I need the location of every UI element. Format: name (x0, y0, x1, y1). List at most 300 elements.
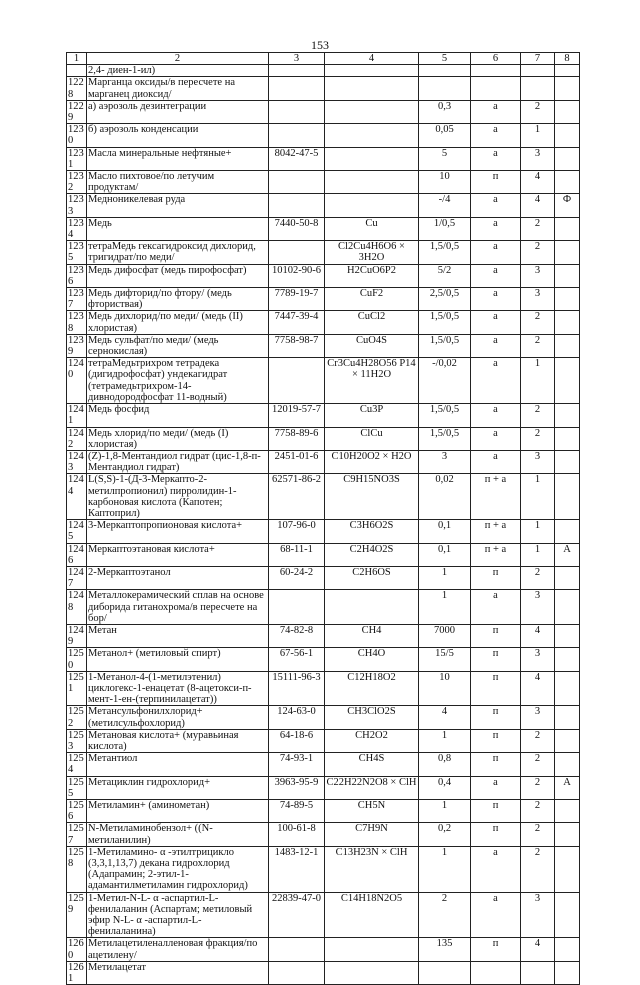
substance-name: Медь (87, 217, 269, 240)
cas-number: 8042-47-5 (269, 147, 325, 170)
row-number: 1242 (67, 427, 87, 450)
cas-number: 67-56-1 (269, 648, 325, 671)
row-number: 1254 (67, 753, 87, 776)
cas-number: 60-24-2 (269, 566, 325, 589)
formula: Cu (325, 217, 419, 240)
state: а (471, 288, 521, 311)
hazard-class: 2 (521, 217, 555, 240)
row-number: 1261 (67, 961, 87, 984)
state: п (471, 729, 521, 752)
feature (555, 938, 580, 961)
state: а (471, 241, 521, 264)
cas-number (269, 241, 325, 264)
state: п + а (471, 543, 521, 566)
table-row (67, 194, 580, 217)
state: п (471, 624, 521, 647)
formula (325, 938, 419, 961)
row-number: 1252 (67, 706, 87, 729)
substances-table (66, 52, 580, 985)
limit-value (419, 961, 471, 984)
hazard-class: 4 (521, 671, 555, 706)
row-number: 1232 (67, 171, 87, 194)
state (471, 65, 521, 77)
limit-value: 1 (419, 729, 471, 752)
row-number: 1237 (67, 288, 87, 311)
substance-name: Метантиол (87, 753, 269, 776)
row-number: 1250 (67, 648, 87, 671)
substance-name: L(S,S)-1-(Д-3-Меркапто-2-метилпропионил) пирролидин-1-карбоновая кислота (Капотен; Каптоприл) (87, 474, 269, 520)
limit-value: 3 (419, 450, 471, 473)
formula: C10H20O2 × H2O (325, 450, 419, 473)
cas-number (269, 590, 325, 625)
limit-value: 0,2 (419, 823, 471, 846)
table-row (67, 776, 580, 799)
hazard-class: 2 (521, 311, 555, 334)
substance-name: Медноникелевая руда (87, 194, 269, 217)
limit-value: 4 (419, 706, 471, 729)
formula (325, 590, 419, 625)
table-row (67, 566, 580, 589)
limit-value: 0,1 (419, 520, 471, 543)
substance-name: Метациклин гидрохлорид+ (87, 776, 269, 799)
hazard-class: 4 (521, 938, 555, 961)
hazard-class: 2 (521, 800, 555, 823)
table-row (67, 404, 580, 427)
feature (555, 404, 580, 427)
table-row (67, 961, 580, 984)
hazard-class: 2 (521, 427, 555, 450)
col-header: 7 (521, 53, 555, 65)
feature (555, 823, 580, 846)
cas-number (269, 65, 325, 77)
formula (325, 961, 419, 984)
feature (555, 427, 580, 450)
state: а (471, 427, 521, 450)
state: п + а (471, 474, 521, 520)
hazard-class: 2 (521, 823, 555, 846)
table-row (67, 77, 580, 100)
cas-number: 74-82-8 (269, 624, 325, 647)
limit-value: 135 (419, 938, 471, 961)
hazard-class: 1 (521, 474, 555, 520)
hazard-class: 4 (521, 624, 555, 647)
formula: CH4S (325, 753, 419, 776)
row-number: 1259 (67, 892, 87, 938)
feature (555, 800, 580, 823)
table-row (67, 311, 580, 334)
substance-name: Медь сульфат/по меди/ (медь сернокислая) (87, 334, 269, 357)
state: п (471, 171, 521, 194)
substance-name: (Z)-1,8-Ментандиол гидрат (цис-1,8-п-Ментандиол гидрат) (87, 450, 269, 473)
row-number: 1235 (67, 241, 87, 264)
table-row (67, 729, 580, 752)
cas-number: 7789-19-7 (269, 288, 325, 311)
state (471, 961, 521, 984)
hazard-class: 2 (521, 753, 555, 776)
state: а (471, 358, 521, 404)
col-header: 2 (87, 53, 269, 65)
state: а (471, 334, 521, 357)
table-row (67, 520, 580, 543)
hazard-class: 1 (521, 124, 555, 147)
limit-value: 0,1 (419, 543, 471, 566)
limit-value: -/0,02 (419, 358, 471, 404)
formula (325, 100, 419, 123)
formula (325, 171, 419, 194)
cas-number: 7440-50-8 (269, 217, 325, 240)
substance-name: 2,4- диен-1-ил) (87, 65, 269, 77)
table-row (67, 671, 580, 706)
row-number: 1236 (67, 264, 87, 287)
cas-number (269, 124, 325, 147)
table-row (67, 753, 580, 776)
substance-name: Медь дифторид/по фтору/ (медь фториствая) (87, 288, 269, 311)
formula: CuF2 (325, 288, 419, 311)
feature (555, 358, 580, 404)
limit-value: 1,5/0,5 (419, 427, 471, 450)
cas-number: 1483-12-1 (269, 846, 325, 892)
substance-name: 2-Меркаптоэтанол (87, 566, 269, 589)
feature (555, 474, 580, 520)
table-row (67, 334, 580, 357)
formula: CH4 (325, 624, 419, 647)
formula: C9H15NO3S (325, 474, 419, 520)
hazard-class: 1 (521, 543, 555, 566)
limit-value: 0,8 (419, 753, 471, 776)
state: п (471, 753, 521, 776)
formula: C22H22N2O8 × ClH (325, 776, 419, 799)
cas-number: 68-11-1 (269, 543, 325, 566)
cas-number: 7758-98-7 (269, 334, 325, 357)
table-row (67, 358, 580, 404)
substance-name: тетраМедьтрихром тетрадека (дигидрофосфат) ундекагидрат (тетрамедьтрихром-14-дивнодородфосфат 11-водный) (87, 358, 269, 404)
cas-number: 2451-01-6 (269, 450, 325, 473)
cas-number: 22839-47-0 (269, 892, 325, 938)
state: а (471, 311, 521, 334)
formula: CH5N (325, 800, 419, 823)
hazard-class (521, 961, 555, 984)
substance-name: Меркаптоэтановая кислота+ (87, 543, 269, 566)
feature (555, 288, 580, 311)
col-header: 4 (325, 53, 419, 65)
formula (325, 194, 419, 217)
hazard-class: 2 (521, 334, 555, 357)
limit-value: 1 (419, 846, 471, 892)
table-row (67, 706, 580, 729)
formula: CH4O (325, 648, 419, 671)
formula: C14H18N2O5 (325, 892, 419, 938)
row-number: 1231 (67, 147, 87, 170)
hazard-class (521, 77, 555, 100)
formula: C3H6O2S (325, 520, 419, 543)
state: п (471, 823, 521, 846)
feature (555, 753, 580, 776)
table-row (67, 288, 580, 311)
feature (555, 729, 580, 752)
formula: H2CuO6P2 (325, 264, 419, 287)
hazard-class: 3 (521, 264, 555, 287)
hazard-class: 4 (521, 171, 555, 194)
feature (555, 171, 580, 194)
limit-value: 1/0,5 (419, 217, 471, 240)
table-row (67, 590, 580, 625)
cas-number: 15111-96-3 (269, 671, 325, 706)
formula (325, 124, 419, 147)
state: а (471, 450, 521, 473)
formula: CH3ClO2S (325, 706, 419, 729)
row-number: 1233 (67, 194, 87, 217)
substance-name: Метилацетат (87, 961, 269, 984)
feature (555, 264, 580, 287)
substance-name: 3-Меркаптопропионовая кислота+ (87, 520, 269, 543)
feature (555, 217, 580, 240)
feature (555, 671, 580, 706)
limit-value: 15/5 (419, 648, 471, 671)
state: а (471, 892, 521, 938)
cas-number: 7447-39-4 (269, 311, 325, 334)
table-row (67, 124, 580, 147)
row-number: 1230 (67, 124, 87, 147)
limit-value: 0,4 (419, 776, 471, 799)
state: а (471, 217, 521, 240)
formula: C2H6OS (325, 566, 419, 589)
substance-name: Масла минеральные нефтяные+ (87, 147, 269, 170)
limit-value: 7000 (419, 624, 471, 647)
hazard-class: 2 (521, 846, 555, 892)
formula: C7H9N (325, 823, 419, 846)
cas-number: 107-96-0 (269, 520, 325, 543)
limit-value: 1,5/0,5 (419, 311, 471, 334)
hazard-class: 2 (521, 729, 555, 752)
col-header: 5 (419, 53, 471, 65)
cas-number: 100-61-8 (269, 823, 325, 846)
row-number: 1244 (67, 474, 87, 520)
substance-name: б) аэрозоль конденсации (87, 124, 269, 147)
substance-name: Метансульфонилхлорид+ (метилсульфохлорид) (87, 706, 269, 729)
formula (325, 77, 419, 100)
limit-value: 1,5/0,5 (419, 404, 471, 427)
feature (555, 846, 580, 892)
cas-number (269, 938, 325, 961)
cas-number (269, 961, 325, 984)
state: а (471, 846, 521, 892)
substance-name: Метан (87, 624, 269, 647)
row-number (67, 65, 87, 77)
feature: А (555, 776, 580, 799)
limit-value: 0,05 (419, 124, 471, 147)
state: а (471, 590, 521, 625)
table-row (67, 241, 580, 264)
state: а (471, 147, 521, 170)
limit-value: 0,02 (419, 474, 471, 520)
feature (555, 65, 580, 77)
substance-name: Медь дифосфат (медь пирофосфат) (87, 264, 269, 287)
formula: CuO4S (325, 334, 419, 357)
hazard-class: 3 (521, 706, 555, 729)
feature: А (555, 543, 580, 566)
row-number: 1243 (67, 450, 87, 473)
cas-number: 12019-57-7 (269, 404, 325, 427)
col-header: 6 (471, 53, 521, 65)
cas-number (269, 100, 325, 123)
substance-name: Марганца оксиды/в пересчете на марганец диоксид/ (87, 77, 269, 100)
table-row (67, 648, 580, 671)
state: а (471, 404, 521, 427)
limit-value: 2 (419, 892, 471, 938)
substance-name: Медь фосфид (87, 404, 269, 427)
table-row (67, 938, 580, 961)
hazard-class: 2 (521, 566, 555, 589)
row-number: 1260 (67, 938, 87, 961)
limit-value: 1,5/0,5 (419, 334, 471, 357)
formula: Cu3P (325, 404, 419, 427)
hazard-class: 2 (521, 100, 555, 123)
feature (555, 590, 580, 625)
substance-name: Метиламин+ (аминометан) (87, 800, 269, 823)
hazard-class: 2 (521, 776, 555, 799)
row-number: 1258 (67, 846, 87, 892)
state: а (471, 264, 521, 287)
hazard-class: 3 (521, 648, 555, 671)
table-row (67, 217, 580, 240)
table-row (67, 427, 580, 450)
formula: C13H23N × ClH (325, 846, 419, 892)
cas-number: 74-93-1 (269, 753, 325, 776)
col-header: 3 (269, 53, 325, 65)
cas-number (269, 171, 325, 194)
page-number: 153 (311, 38, 329, 52)
substance-name: Масло пихтовое/по летучим продуктам/ (87, 171, 269, 194)
row-number: 1257 (67, 823, 87, 846)
table-row (67, 474, 580, 520)
limit-value: 1 (419, 566, 471, 589)
limit-value (419, 77, 471, 100)
hazard-class: 2 (521, 241, 555, 264)
limit-value: 10 (419, 171, 471, 194)
hazard-class: 1 (521, 358, 555, 404)
limit-value: 0,3 (419, 100, 471, 123)
feature (555, 100, 580, 123)
table-row (67, 624, 580, 647)
table-row (67, 450, 580, 473)
state (471, 77, 521, 100)
limit-value: 1 (419, 800, 471, 823)
row-number: 1240 (67, 358, 87, 404)
hazard-class: 3 (521, 892, 555, 938)
row-number: 1247 (67, 566, 87, 589)
row-number: 1229 (67, 100, 87, 123)
state: п (471, 800, 521, 823)
cas-number: 7758-89-6 (269, 427, 325, 450)
feature (555, 450, 580, 473)
row-number: 1248 (67, 590, 87, 625)
feature (555, 124, 580, 147)
limit-value: -/4 (419, 194, 471, 217)
cas-number (269, 194, 325, 217)
col-header: 8 (555, 53, 580, 65)
hazard-class: 3 (521, 288, 555, 311)
table-row (67, 543, 580, 566)
table-row (67, 100, 580, 123)
hazard-class (521, 65, 555, 77)
row-number: 1249 (67, 624, 87, 647)
feature (555, 566, 580, 589)
feature (555, 311, 580, 334)
cas-number: 3963-95-9 (269, 776, 325, 799)
formula: C2H4O2S (325, 543, 419, 566)
substance-name: Метановая кислота+ (муравьиная кислота) (87, 729, 269, 752)
state: а (471, 194, 521, 217)
table-row (67, 264, 580, 287)
row-number: 1228 (67, 77, 87, 100)
row-number: 1256 (67, 800, 87, 823)
limit-value: 1 (419, 590, 471, 625)
formula: Cl2Cu4H6O6 × 3H2O (325, 241, 419, 264)
cas-number: 10102-90-6 (269, 264, 325, 287)
formula: Cr3Cu4H28O56 P14 × 11H2O (325, 358, 419, 404)
substance-name: Металлокерамический сплав на основе диборида гитанохрома/в пересчете на бор/ (87, 590, 269, 625)
hazard-class: 1 (521, 520, 555, 543)
substance-name: Медь дихлорид/по меди/ (медь (II) хлористая) (87, 311, 269, 334)
feature (555, 241, 580, 264)
feature (555, 520, 580, 543)
row-number: 1246 (67, 543, 87, 566)
col-header: 1 (67, 53, 87, 65)
table-row (67, 892, 580, 938)
table-row (67, 147, 580, 170)
table-row (67, 846, 580, 892)
state: п (471, 938, 521, 961)
substance-name: тетраМедь гексагидроксид дихлорид, тригидрат/по меди/ (87, 241, 269, 264)
row-number: 1251 (67, 671, 87, 706)
hazard-class: 4 (521, 194, 555, 217)
table-row (67, 171, 580, 194)
feature (555, 334, 580, 357)
feature (555, 648, 580, 671)
hazard-class: 3 (521, 147, 555, 170)
row-number: 1241 (67, 404, 87, 427)
row-number: 1239 (67, 334, 87, 357)
substance-name: Метанол+ (метиловый спирт) (87, 648, 269, 671)
substance-name: а) аэрозоль дезинтеграции (87, 100, 269, 123)
hazard-class: 2 (521, 404, 555, 427)
row-number: 1238 (67, 311, 87, 334)
limit-value (419, 65, 471, 77)
hazard-class: 3 (521, 590, 555, 625)
cas-number (269, 77, 325, 100)
formula (325, 147, 419, 170)
table-row (67, 823, 580, 846)
feature (555, 77, 580, 100)
feature (555, 892, 580, 938)
limit-value: 2,5/0,5 (419, 288, 471, 311)
row-number: 1234 (67, 217, 87, 240)
limit-value: 1,5/0,5 (419, 241, 471, 264)
state: а (471, 776, 521, 799)
state: а (471, 100, 521, 123)
cas-number (269, 358, 325, 404)
formula: CuCl2 (325, 311, 419, 334)
state: а (471, 124, 521, 147)
substance-name: 1-Метил-N-L- α -аспартил-L-фенилаланин (Аспартам; метиловый эфир N-L- α -аспартил-L-фенилаланина) (87, 892, 269, 938)
substance-name: 1-Метанол-4-(1-метилэтенил) циклогекс-1-енацетат (8-ацетокси-п-мент-1-ен-(терпинилацетат)) (87, 671, 269, 706)
feature (555, 961, 580, 984)
substance-name: N-Метиламинобензол+ ((N-метиланилин) (87, 823, 269, 846)
feature (555, 706, 580, 729)
header-row (67, 53, 580, 65)
state: п (471, 648, 521, 671)
formula: C12H18O2 (325, 671, 419, 706)
